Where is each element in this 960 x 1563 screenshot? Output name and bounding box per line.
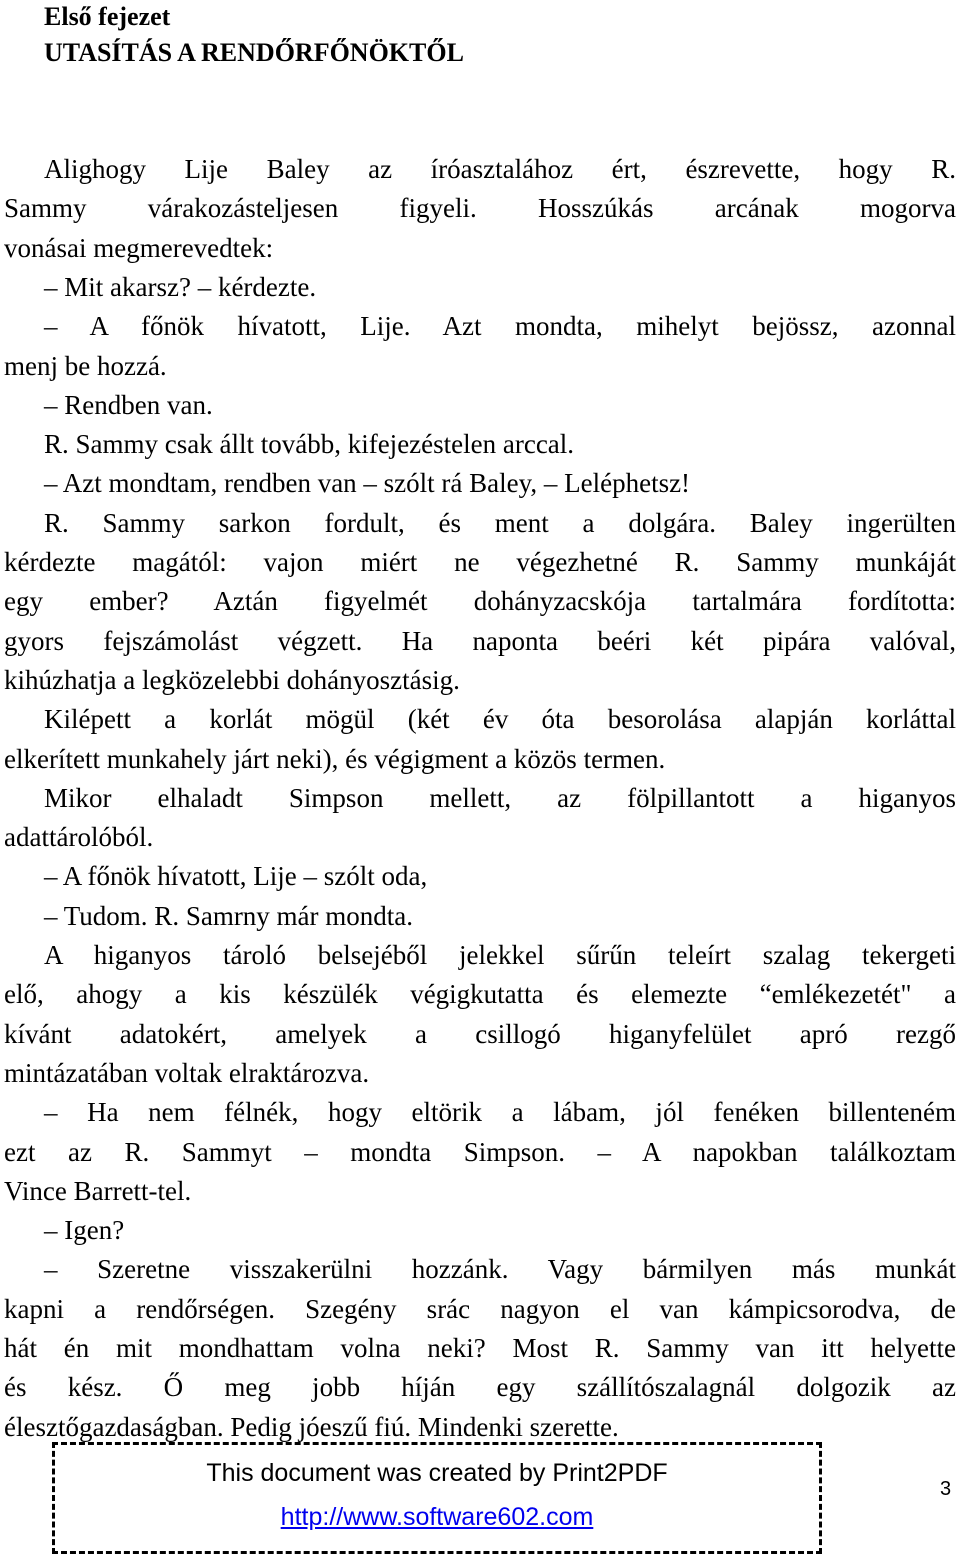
- text-line: – A főnök hívatott, Lije. Azt mondta, mihelyt bejössz, azonnal: [44, 311, 956, 341]
- text-line: elő, ahogy a kis készülék végigkutatta és elemezte “emlékezetét" a: [4, 979, 956, 1009]
- text-line: kérdezte magától: vajon miért ne végezhetné R. Sammy munkáját: [4, 547, 956, 577]
- footer-link[interactable]: http://www.software602.com: [280, 1503, 594, 1531]
- print2pdf-footer: [52, 1442, 822, 1554]
- text-line: mintázatában voltak elraktározva.: [4, 1058, 370, 1088]
- text-line: – Rendben van.: [44, 390, 213, 420]
- text-line: A higanyos tároló belsejéből jelekkel sűrűn teleírt szalag tekergeti: [44, 940, 956, 970]
- text-line: vonásai megmerevedtek:: [4, 233, 274, 263]
- text-line: gyors fejszámolást végzett. Ha naponta beéri két pipára valóval,: [4, 626, 956, 656]
- page-number: 3: [940, 1478, 952, 1500]
- text-line: menj be hozzá.: [4, 351, 167, 381]
- text-line: kihúzhatja a legközelebbi dohányosztásig.: [4, 665, 460, 695]
- text-line: ezt az R. Sammyt – mondta Simpson. – A napokban találkoztam: [4, 1137, 956, 1167]
- text-line: – Mit akarsz? – kérdezte.: [44, 272, 317, 302]
- text-line: Alighogy Lije Baley az íróasztalához ért, észrevette, hogy R.: [44, 154, 956, 184]
- chapter-label: Első fejezet: [44, 2, 171, 31]
- text-line: – Igen?: [44, 1215, 125, 1245]
- text-line: elkerített munkahely járt neki), és végigment a közös termen.: [4, 744, 666, 774]
- text-line: hát én mit mondhattam volna neki? Most R. Sammy van itt helyette: [4, 1333, 956, 1363]
- text-line: és kész. Ő meg jobb híján egy szállítószalagnál dolgozik az: [4, 1372, 956, 1402]
- text-line: R. Sammy csak állt tovább, kifejezéstelen arccal.: [44, 429, 575, 459]
- chapter-title: UTASÍTÁS A RENDŐRFŐNÖKTŐL: [44, 38, 464, 67]
- text-line: Sammy várakozásteljesen figyeli. Hosszúkás arcának mogorva: [4, 193, 956, 223]
- text-line: kapni a rendőrségen. Szegény srác nagyon el van kámpicsorodva, de: [4, 1294, 956, 1324]
- text-line: élesztőgazdaságban. Pedig jóeszű fiú. Mindenki szerette.: [4, 1412, 619, 1442]
- text-line: Vince Barrett-tel.: [4, 1176, 192, 1206]
- text-line: kívánt adatokért, amelyek a csillogó higanyfelület apró rezgő: [4, 1019, 956, 1049]
- text-line: – Tudom. R. Samrny már mondta.: [44, 901, 414, 931]
- text-line: – A főnök hívatott, Lije – szólt oda,: [44, 861, 428, 891]
- text-line: – Szeretne visszakerülni hozzánk. Vagy bármilyen más munkát: [44, 1254, 956, 1284]
- text-line: adattárolóból.: [4, 822, 154, 852]
- footer-notice: This document was created by Print2PDF: [206, 1459, 668, 1487]
- text-line: egy ember? Aztán figyelmét dohányzacskója tartalmára fordította:: [4, 586, 956, 616]
- text-line: Mikor elhaladt Simpson mellett, az fölpillantott a higanyos: [44, 783, 956, 813]
- text-line: – Ha nem félnék, hogy eltörik a lábam, jól fenéken billenteném: [44, 1097, 956, 1127]
- text-line: Kilépett a korlát mögül (két év óta besorolása alapján korláttal: [44, 704, 956, 734]
- text-line: – Azt mondtam, rendben van – szólt rá Baley, – Leléphetsz!: [44, 468, 691, 498]
- text-line: R. Sammy sarkon fordult, és ment a dolgára. Baley ingerülten: [44, 508, 956, 538]
